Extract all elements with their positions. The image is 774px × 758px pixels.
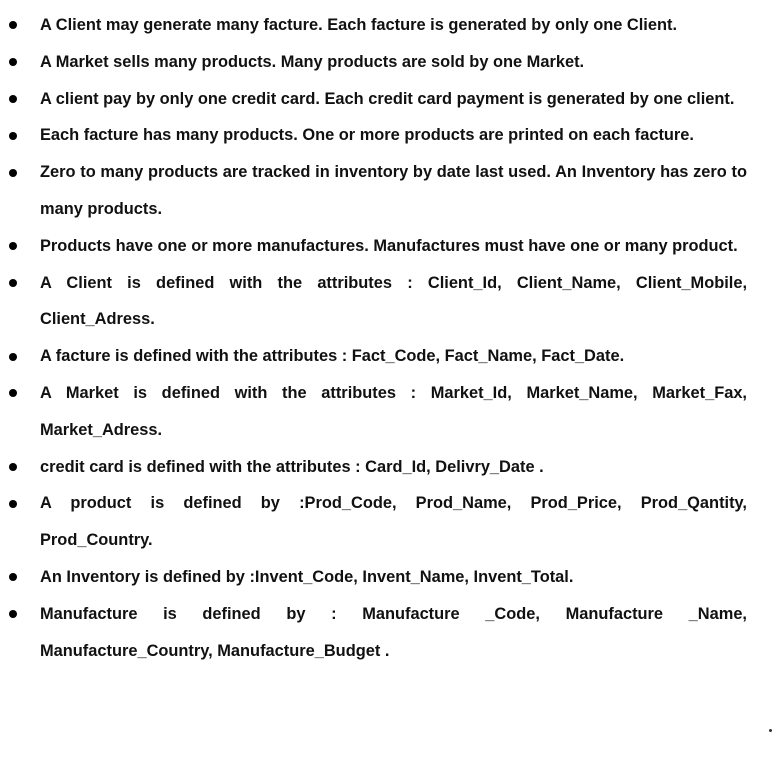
rule-text: A Market is defined with the attributes : Market_Id, Market_Name, Market_Fax, Market_Adress. bbox=[40, 383, 747, 439]
list-item bbox=[0, 228, 774, 265]
list-item bbox=[0, 117, 774, 154]
rule-text: Zero to many products are tracked in inventory by date last used. An Inventory has zero to many products. bbox=[40, 163, 747, 218]
rule-text: An Inventory is defined by :Invent_Code, Invent_Name, Invent_Total. bbox=[40, 567, 574, 586]
rule-text: A Client is defined with the attributes : Client_Id, Client_Name, Client_Mobile, Client_Adress. bbox=[40, 273, 747, 329]
bullet-icon bbox=[9, 228, 17, 265]
rule-text: Each facture has many products. One or more products are printed on each facture. bbox=[40, 126, 694, 145]
list-item bbox=[0, 154, 774, 228]
list-item bbox=[0, 7, 774, 44]
bullet-icon bbox=[9, 375, 17, 412]
list-item bbox=[0, 485, 774, 559]
bullet-icon bbox=[9, 81, 17, 118]
bullet-icon bbox=[9, 449, 17, 486]
list-item bbox=[0, 265, 774, 339]
list-item bbox=[0, 449, 774, 486]
list-item bbox=[0, 338, 774, 375]
list-item bbox=[0, 559, 774, 596]
bullet-icon bbox=[9, 485, 17, 522]
bullet-icon bbox=[9, 338, 17, 375]
rule-text: credit card is defined with the attributes : Card_Id, Delivry_Date . bbox=[40, 457, 544, 476]
list-item bbox=[0, 44, 774, 81]
rule-text: A Market sells many products. Many products are sold by one Market. bbox=[40, 52, 585, 71]
list-item bbox=[0, 596, 774, 670]
bullet-icon bbox=[9, 596, 17, 633]
bullet-icon bbox=[9, 265, 17, 302]
bullet-icon bbox=[9, 154, 17, 191]
bullet-icon bbox=[9, 7, 17, 44]
list-item bbox=[0, 81, 774, 118]
bullet-icon bbox=[9, 44, 17, 81]
rule-text: A Client may generate many facture. Each facture is generated by only one Client. bbox=[40, 16, 677, 34]
list-item bbox=[0, 375, 774, 449]
bullet-icon bbox=[9, 559, 17, 596]
stray-dot-mark bbox=[769, 729, 772, 732]
rule-text: A product is defined by :Prod_Code, Prod_Name, Prod_Price, Prod_Qantity, Prod_Country. bbox=[40, 494, 747, 550]
rule-text: A client pay by only one credit card. Each credit card payment is generated by one client. bbox=[40, 89, 735, 108]
rule-text: Products have one or more manufactures. Manufactures must have one or many product. bbox=[40, 236, 738, 255]
rule-text: Manufacture is defined by : Manufacture _Code, Manufacture _Name, Manufacture_Country, Manufacture_Budget . bbox=[40, 604, 747, 660]
bullet-icon bbox=[9, 117, 17, 154]
rule-text: A facture is defined with the attributes : Fact_Code, Fact_Name, Fact_Date. bbox=[40, 347, 625, 366]
